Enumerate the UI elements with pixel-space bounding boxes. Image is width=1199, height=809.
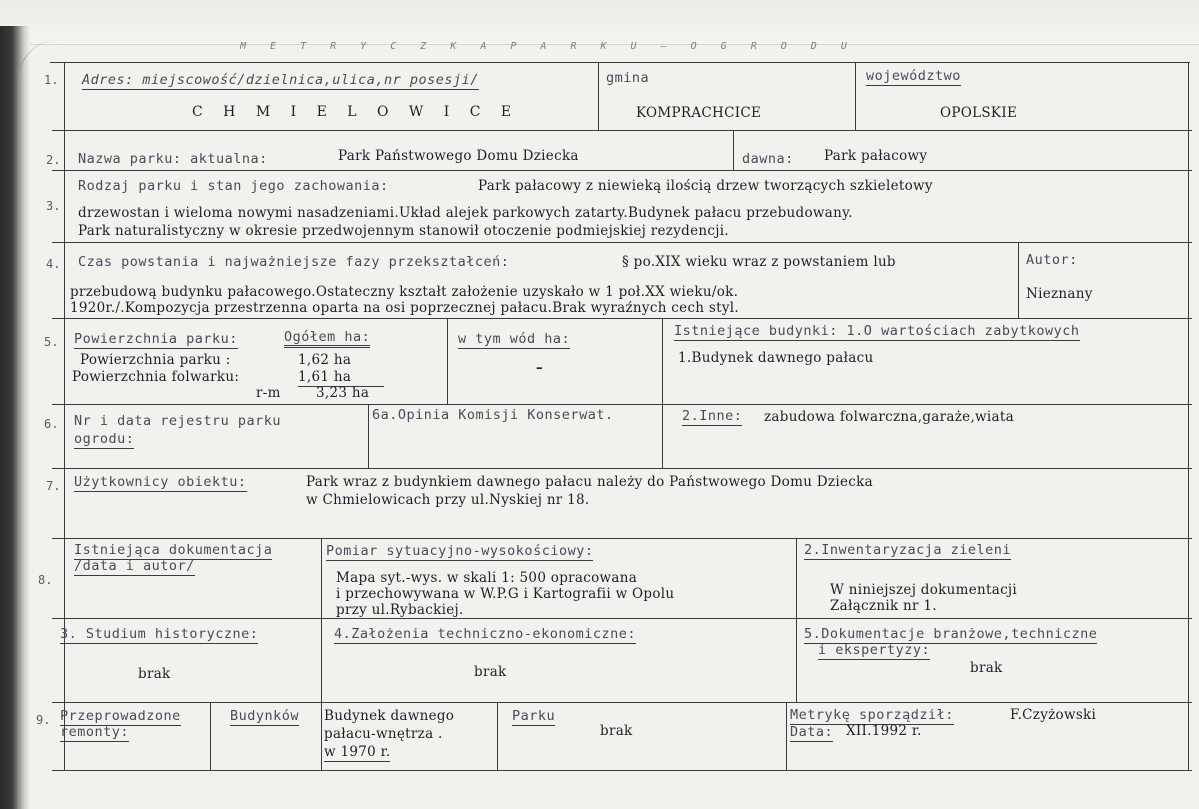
buildings-value: 1.Budynek dawnego pałacu	[678, 350, 874, 366]
other-buildings-value: zabudowa folwarczna,garaże,wiata	[764, 409, 1014, 425]
author-value: Nieznany	[1026, 286, 1093, 302]
commune-label: gmina	[606, 70, 650, 86]
greenery-inventory-line1: W niniejszej dokumentacji	[830, 582, 1018, 598]
locality-value: C H M I E L O W I C E	[192, 104, 520, 120]
row-number: 4.	[46, 257, 61, 271]
rule-v-r9b	[497, 702, 498, 770]
date-value: XII.1992 r.	[846, 723, 922, 739]
rule-row8a	[52, 618, 1192, 619]
historical-study-label: 3. Studium historyczne:	[60, 626, 259, 642]
voivodeship-value: OPOLSKIE	[940, 105, 1018, 121]
rule-v-r8a	[321, 538, 322, 770]
park-type-label: Rodzaj parku i stan jego zachowania:	[78, 178, 389, 194]
rule-v-r5a	[447, 318, 448, 404]
row-number: 6.	[44, 417, 59, 431]
total-area-label: Ogółem ha:	[284, 329, 370, 348]
park-type-line1: Park pałacowy z niewieką ilością drzew tworzących szkieletowy	[478, 178, 933, 194]
rule-v-r5b	[662, 318, 663, 404]
rule-row6	[52, 468, 1192, 469]
former-name-label: dawna:	[742, 151, 794, 167]
rule-row3	[52, 242, 1192, 243]
history-label: Czas powstania i najważniejsze fazy przekształceń:	[78, 254, 510, 270]
buildings-renovation-line1: Budynek dawnego	[324, 708, 455, 724]
former-name-value: Park pałacowy	[824, 148, 928, 164]
farm-area-label: Powierzchnia folwarku:	[72, 369, 240, 385]
rule-row5	[52, 404, 1192, 405]
row-number: 7.	[46, 479, 61, 493]
history-line1: § po.XIX wieku wraz z powstaniem lub	[622, 254, 896, 270]
water-area-label: w tym wód ha:	[458, 331, 571, 347]
tech-econ-value: brak	[474, 664, 507, 680]
branch-docs-label-2: i ekspertyzy:	[818, 642, 931, 658]
rule-v-r1a	[598, 62, 599, 130]
renovations-label: Przeprowadzone	[60, 708, 181, 724]
park-name-label: Nazwa parku: aktualna:	[78, 151, 268, 167]
park-area-label: Powierzchnia parku :	[80, 352, 231, 368]
row-number: 8.	[38, 573, 53, 587]
history-line2: przebudową budynku pałacowego.Ostateczny kształt założenie uzyskało w 1 poł.XX wieku/ok.	[70, 284, 739, 300]
address-label: Adres: miejscowość/dzielnica,ulica,nr posesji/	[82, 72, 479, 88]
greenery-inventory-line2: Załącznik nr 1.	[830, 598, 937, 614]
buildings-renovation-line2: pałacu-wnętrza .	[324, 726, 443, 742]
farm-area-value: 1,61 ha	[298, 369, 384, 387]
rule-v-r8b	[796, 538, 797, 702]
registry-label: Nr i data rejestru parku	[74, 413, 282, 429]
park-area-value: 1,62 ha	[298, 352, 352, 368]
other-buildings-label: 2.Inne:	[682, 408, 743, 424]
rule-v-r1b	[855, 62, 856, 130]
users-line1: Park wraz z budynkiem dawnego pałacu należy do Państwowego Domu Dziecka	[306, 474, 873, 490]
rule-v-r6a	[368, 404, 369, 468]
rule-right	[1188, 62, 1189, 770]
users-line2: w Chmielowicach przy ul.Nyskiej nr 18.	[306, 492, 590, 508]
buildings-renovation-line3: w 1970 r.	[324, 744, 391, 760]
area-label: Powierzchnia parku:	[74, 331, 238, 347]
voivodeship-label: województwo	[866, 68, 961, 84]
form-title: M E T R Y C Z K A P A R K U – O G R O D U	[240, 41, 856, 52]
rule-bottom	[52, 770, 1192, 771]
rule-top	[50, 62, 1190, 63]
conservation-opinion-label: 6a.Opinia Komisji Konserwat.	[372, 407, 614, 423]
tech-econ-label: 4.Założenia techniczno-ekonomiczne:	[334, 626, 636, 642]
branch-docs-label: 5.Dokumentacje branżowe,techniczne	[804, 626, 1098, 642]
rule-row2	[52, 170, 1192, 171]
prepared-by-label: Metrykę sporządził:	[790, 707, 954, 723]
survey-label: Pomiar sytuacyjno-wysokościowy:	[326, 543, 594, 559]
park-renovation-value: brak	[600, 723, 633, 739]
users-label: Użytkownicy obiektu:	[74, 474, 247, 490]
author-label: Autor:	[1026, 252, 1078, 268]
branch-docs-value: brak	[970, 660, 1003, 676]
survey-line1: Mapa syt.-wys. w skali 1: 500 opracowana	[336, 570, 638, 586]
registry-label-2: ogrodu:	[74, 431, 135, 447]
row-number: 3.	[46, 199, 61, 213]
rule-row4	[52, 318, 1192, 319]
row-number: 9.	[36, 713, 51, 727]
rule-row8b	[52, 702, 1192, 703]
park-renovation-label: Parku	[512, 708, 556, 724]
rule-v-r6b	[662, 404, 663, 468]
row-number: 1.	[44, 73, 59, 87]
renovations-label-2: remonty:	[60, 724, 130, 740]
buildings-renovation-label: Budynków	[230, 708, 300, 724]
sum-area-label: r-m	[256, 385, 281, 401]
commune-value: KOMPRACHCICE	[636, 105, 762, 121]
prepared-by-value: F.Czyżowski	[1010, 707, 1097, 723]
rule-v-r4	[1018, 242, 1019, 318]
rule-v-r2	[733, 130, 734, 170]
survey-line3: przy ul.Rybackiej.	[336, 602, 464, 618]
survey-line2: i przechowywana w W.P.G i Kartografii w Opolu	[336, 586, 675, 602]
top-margin-strip	[0, 0, 1199, 45]
documentation-label-2: /data i autor/	[74, 558, 195, 574]
park-type-line3: Park naturalistyczny w okresie przedwojennym stanowił otoczenie podmiejskiej rezydencji.	[78, 223, 729, 239]
history-line3: 1920r./.Kompozycja przestrzenna oparta na osi poprzecznej pałacu.Brak wyraźnych cech styl.	[70, 300, 739, 316]
rule-v-r9c	[786, 702, 787, 770]
buildings-label: Istniejące budynki: 1.O wartościach zabytkowych	[674, 323, 1080, 339]
sum-area-value: 3,23 ha	[316, 385, 370, 401]
rule-v-r9a	[210, 702, 211, 770]
historical-study-value: brak	[138, 666, 171, 682]
documentation-label: Istniejąca dokumentacja	[74, 542, 273, 558]
row-number: 5.	[44, 335, 59, 349]
date-label: Data:	[790, 724, 834, 740]
rule-left	[64, 62, 65, 770]
park-name-current: Park Państwowego Domu Dziecka	[338, 148, 579, 164]
row-number: 2.	[46, 153, 61, 167]
greenery-inventory-label: 2.Inwentaryzacja zieleni	[804, 542, 1012, 558]
water-area-value: –	[536, 360, 544, 376]
rule-row1	[52, 130, 1192, 131]
rule-row7	[52, 538, 1192, 539]
park-type-line2: drzewostan i wieloma nowymi nasadzeniami.Układ alejek parkowych zatarty.Budynek pałacu przebudowany.	[78, 205, 853, 221]
